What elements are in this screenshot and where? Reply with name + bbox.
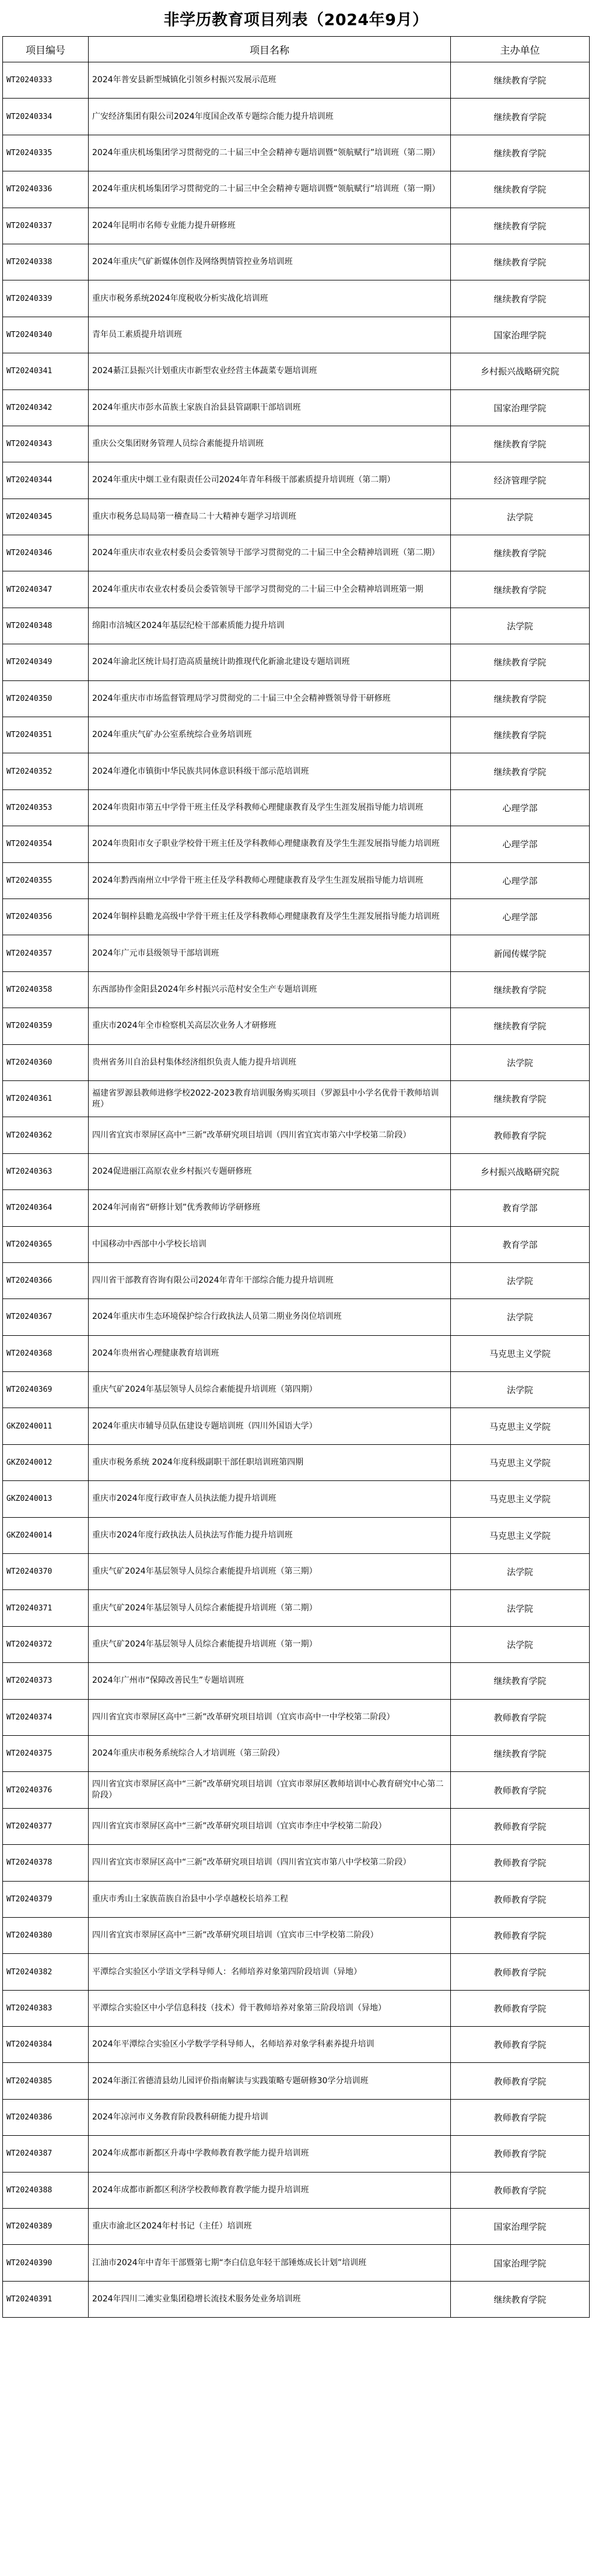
host-unit: 继续教育学院 <box>451 971 590 1008</box>
table-row <box>3 1117 590 1153</box>
project-name: 2024年成都市新都区升毒中学教师教育教学能力提升培训班 <box>89 2136 451 2172</box>
table-row <box>3 2027 590 2063</box>
project-name: 2024年广州市“保障改善民生”专题培训班 <box>89 1663 451 1699</box>
table-row <box>3 535 590 571</box>
table-row <box>3 1008 590 1044</box>
project-name: 2024年重庆气矿新媒体创作及网络舆情管控业务培训班 <box>89 244 451 280</box>
project-name: 重庆气矿2024年基层领导人员综合素能提升培训班（第三期） <box>89 1554 451 1590</box>
project-code: WT20240339 <box>3 280 89 317</box>
project-name: 重庆气矿2024年基层领导人员综合素能提升培训班（第二期） <box>89 1590 451 1626</box>
host-unit: 国家治理学院 <box>451 389 590 426</box>
table-row <box>3 571 590 608</box>
table-row <box>3 2281 590 2317</box>
host-unit: 继续教育学院 <box>451 171 590 208</box>
host-unit: 教师教育学院 <box>451 1881 590 1917</box>
project-name: 四川省宜宾市翠屏区高中“三新”改革研究项目培训（四川省宜宾市第八中学校第二阶段） <box>89 1845 451 1881</box>
table-row <box>3 1917 590 1953</box>
project-code: WT20240352 <box>3 753 89 789</box>
project-code: GKZ0240011 <box>3 1408 89 1444</box>
table-row <box>3 1153 590 1189</box>
project-name: 2024年贵阳市女子职业学校骨干班主任及学科教师心理健康教育及学生生涯发展指导能力培训班 <box>89 826 451 862</box>
project-name: 2024年铜梓县瞻龙高级中学骨干班主任及学科教师心理健康教育及学生生涯发展指导能力培训班 <box>89 899 451 935</box>
host-unit: 继续教育学院 <box>451 571 590 608</box>
project-name: 2024年普安县新型城镇化引领乡村振兴发展示范班 <box>89 62 451 99</box>
host-unit: 法学院 <box>451 1299 590 1335</box>
project-name: 青年员工素质提升培训班 <box>89 317 451 353</box>
table-row <box>3 717 590 753</box>
project-code: WT20240344 <box>3 462 89 499</box>
host-unit: 继续教育学院 <box>451 1663 590 1699</box>
project-name: 2024年浙江省德清县幼儿园评价指南解读与实践策略专题研修30学分培训班 <box>89 2063 451 2099</box>
project-name: 2024年重庆机场集团学习贯彻党的二十届三中全会精神专题培训暨“领航赋行”培训班（第二期） <box>89 135 451 171</box>
project-code: WT20240380 <box>3 1917 89 1953</box>
project-name: 重庆市2024年全市检察机关高层次业务人才研修班 <box>89 1008 451 1044</box>
project-name: 平潭综合实验区中小学信息科技（技术）骨干教师培养对象第三阶段培训（异地） <box>89 1990 451 2026</box>
host-unit: 心理学部 <box>451 789 590 826</box>
project-name: 2024年重庆气矿办公室系统综合业务培训班 <box>89 717 451 753</box>
project-name: 2024促进丽江高原农业乡村振兴专题研修班 <box>89 1153 451 1189</box>
project-code: WT20240374 <box>3 1699 89 1735</box>
project-code: WT20240365 <box>3 1226 89 1262</box>
project-code: WT20240334 <box>3 99 89 135</box>
host-unit: 马克思主义学院 <box>451 1444 590 1480</box>
host-unit: 法学院 <box>451 1626 590 1662</box>
project-code: WT20240348 <box>3 608 89 644</box>
project-code: WT20240370 <box>3 1554 89 1590</box>
project-name: 2024年重庆市农业农村委员会委管领导干部学习贯彻党的二十届三中全会精神培训班第一期 <box>89 571 451 608</box>
table-row <box>3 1262 590 1298</box>
project-code: WT20240343 <box>3 426 89 462</box>
host-unit: 教师教育学院 <box>451 1990 590 2026</box>
project-code: WT20240377 <box>3 1808 89 1844</box>
project-name: 中国移动中西部中小学校长培训 <box>89 1226 451 1262</box>
project-name: 2024年重庆中烟工业有限责任公司2024年青年科级干部素质提升培训班（第二期） <box>89 462 451 499</box>
host-unit: 继续教育学院 <box>451 135 590 171</box>
project-name: 2024年重庆市税务系统综合人才培训班（第三阶段） <box>89 1735 451 1771</box>
host-unit: 经济管理学院 <box>451 462 590 499</box>
table-row <box>3 1990 590 2026</box>
table-row <box>3 971 590 1008</box>
table-row <box>3 1299 590 1335</box>
project-code: WT20240346 <box>3 535 89 571</box>
project-name: 2024年广元市县级领导干部培训班 <box>89 935 451 971</box>
host-unit: 心理学部 <box>451 899 590 935</box>
host-unit: 教育学部 <box>451 1190 590 1226</box>
table-row <box>3 608 590 644</box>
project-name: 2024年遵化市镇街中华民族共同体意识科级干部示范培训班 <box>89 753 451 789</box>
table-row <box>3 644 590 680</box>
project-code: WT20240356 <box>3 899 89 935</box>
header-code: 项目编号 <box>3 37 89 62</box>
table-row <box>3 1699 590 1735</box>
project-name: 2024年重庆市生态环境保护综合行政执法人员第二期业务岗位培训班 <box>89 1299 451 1335</box>
project-name: 2024年重庆市市场监督管理局学习贯彻党的二十届三中全会精神暨领导骨干研修班 <box>89 680 451 717</box>
host-unit: 心理学部 <box>451 862 590 899</box>
host-unit: 乡村振兴战略研究院 <box>451 1153 590 1189</box>
project-name: 2024年四川二滩实业集团稳增长流技术服务处业务培训班 <box>89 2281 451 2317</box>
host-unit: 国家治理学院 <box>451 2245 590 2281</box>
table-row <box>3 753 590 789</box>
project-code: WT20240379 <box>3 1881 89 1917</box>
host-unit: 马克思主义学院 <box>451 1335 590 1371</box>
project-name: 2024年平潭综合实验区小学数学学科导师人，名师培养对象学科素养提升培训 <box>89 2027 451 2063</box>
project-name: 四川省干部教育咨询有限公司2024年青年干部综合能力提升培训班 <box>89 1262 451 1298</box>
table-header-row <box>3 37 590 62</box>
project-code: GKZ0240014 <box>3 1517 89 1553</box>
host-unit: 教师教育学院 <box>451 1808 590 1844</box>
host-unit: 马克思主义学院 <box>451 1517 590 1553</box>
table-row <box>3 935 590 971</box>
project-name: 重庆市渝北区2024年村书记（主任）培训班 <box>89 2209 451 2245</box>
header-unit: 主办单位 <box>451 37 590 62</box>
project-code: WT20240361 <box>3 1080 89 1117</box>
table-row <box>3 680 590 717</box>
project-code: WT20240354 <box>3 826 89 862</box>
host-unit: 教育学部 <box>451 1226 590 1262</box>
host-unit: 继续教育学院 <box>451 753 590 789</box>
project-code: WT20240385 <box>3 2063 89 2099</box>
project-name: 东西部协作金阳县2024年乡村振兴示范村安全生产专题培训班 <box>89 971 451 1008</box>
project-name: 2024年重庆市农业农村委员会委管领导干部学习贯彻党的二十届三中全会精神培训班（第二期） <box>89 535 451 571</box>
table-row <box>3 99 590 135</box>
project-name: 四川省宜宾市翠屏区高中“三新”改革研究项目培训（宜宾市李庄中学校第二阶段） <box>89 1808 451 1844</box>
project-code: WT20240340 <box>3 317 89 353</box>
project-code: WT20240373 <box>3 1663 89 1699</box>
project-name: 绵阳市涪城区2024年基层纪检干部素质能力提升培训 <box>89 608 451 644</box>
host-unit: 教师教育学院 <box>451 1772 590 1808</box>
project-name: 四川省宜宾市翠屏区高中“三新”改革研究项目培训（宜宾市翠屏区教师培训中心教育研究中心第二阶段） <box>89 1772 451 1808</box>
project-code: WT20240335 <box>3 135 89 171</box>
project-code: WT20240338 <box>3 244 89 280</box>
project-code: WT20240390 <box>3 2245 89 2281</box>
table-row <box>3 317 590 353</box>
project-name: 重庆公交集团财务管理人员综合素能提升培训班 <box>89 426 451 462</box>
host-unit: 法学院 <box>451 1044 590 1080</box>
project-name: 2024年河南省“研修计划”优秀教师访学研修班 <box>89 1190 451 1226</box>
host-unit: 马克思主义学院 <box>451 1481 590 1517</box>
project-code: WT20240367 <box>3 1299 89 1335</box>
project-code: GKZ0240013 <box>3 1481 89 1517</box>
table-row <box>3 462 590 499</box>
project-name: 2024年凉河市义务教育阶段教科研能力提升培训 <box>89 2099 451 2135</box>
table-row <box>3 826 590 862</box>
project-name: 四川省宜宾市翠屏区高中“三新”改革研究项目培训（宜宾市高中一中学校第二阶段） <box>89 1699 451 1735</box>
project-name: 四川省宜宾市翠屏区高中“三新”改革研究项目培训（宜宾市三中学校第二阶段） <box>89 1917 451 1953</box>
host-unit: 马克思主义学院 <box>451 1408 590 1444</box>
project-code: WT20240345 <box>3 499 89 535</box>
host-unit: 法学院 <box>451 608 590 644</box>
project-name: 贵州省务川自治县村集体经济组织负责人能力提升培训班 <box>89 1044 451 1080</box>
table-row <box>3 1554 590 1590</box>
table-row <box>3 2136 590 2172</box>
table-row <box>3 1226 590 1262</box>
project-name: 重庆市2024年度行政审查人员执法能力提升培训班 <box>89 1481 451 1517</box>
project-name: 重庆市秀山土家族苗族自治县中小学卓越校长培养工程 <box>89 1881 451 1917</box>
project-code: WT20240375 <box>3 1735 89 1771</box>
project-name: 重庆市税务系统 2024年度科级副职干部任职培训班第四期 <box>89 1444 451 1480</box>
project-code: WT20240349 <box>3 644 89 680</box>
table-row <box>3 389 590 426</box>
host-unit: 教师教育学院 <box>451 2063 590 2099</box>
project-code: WT20240347 <box>3 571 89 608</box>
host-unit: 继续教育学院 <box>451 2281 590 2317</box>
project-name: 2024年黔西南州立中学骨干班主任及学科教师心理健康教育及学生生涯发展指导能力培训班 <box>89 862 451 899</box>
host-unit: 继续教育学院 <box>451 208 590 244</box>
project-code: WT20240366 <box>3 1262 89 1298</box>
host-unit: 法学院 <box>451 1372 590 1408</box>
table-row <box>3 280 590 317</box>
project-name: 四川省宜宾市翠屏区高中“三新”改革研究项目培训（四川省宜宾市第六中学校第二阶段） <box>89 1117 451 1153</box>
project-code: WT20240386 <box>3 2099 89 2135</box>
host-unit: 教师教育学院 <box>451 2027 590 2063</box>
table-row <box>3 1626 590 1662</box>
host-unit: 心理学部 <box>451 826 590 862</box>
project-name: 重庆市税务总局局第一稽查局二十大精神专题学习培训班 <box>89 499 451 535</box>
table-row <box>3 1772 590 1808</box>
document-title: 非学历教育项目列表（2024年9月） <box>163 10 429 29</box>
host-unit: 教师教育学院 <box>451 2172 590 2208</box>
project-code: WT20240388 <box>3 2172 89 2208</box>
project-code: WT20240353 <box>3 789 89 826</box>
table-row <box>3 1881 590 1917</box>
project-name: 2024年贵阳市第五中学骨干班主任及学科教师心理健康教育及学生生涯发展指导能力培训班 <box>89 789 451 826</box>
project-name: 2024年重庆市彭水苗族土家族自治县县管副职干部培训班 <box>89 389 451 426</box>
host-unit: 教师教育学院 <box>451 1954 590 1990</box>
project-code: WT20240391 <box>3 2281 89 2317</box>
project-code: WT20240382 <box>3 1954 89 1990</box>
host-unit: 教师教育学院 <box>451 1117 590 1153</box>
host-unit: 继续教育学院 <box>451 535 590 571</box>
table-row <box>3 1663 590 1699</box>
project-code: WT20240364 <box>3 1190 89 1226</box>
project-name: 福建省罗源县教师进修学校2022-2023教育培训服务购买项目（罗源县中小学名优骨干教师培训班） <box>89 1080 451 1117</box>
table-row <box>3 1517 590 1553</box>
table-row <box>3 862 590 899</box>
host-unit: 新闻传媒学院 <box>451 935 590 971</box>
host-unit: 继续教育学院 <box>451 426 590 462</box>
table-row <box>3 1335 590 1371</box>
host-unit: 继续教育学院 <box>451 244 590 280</box>
table-body <box>3 62 590 2318</box>
host-unit: 教师教育学院 <box>451 1845 590 1881</box>
table-row <box>3 1444 590 1480</box>
project-code: WT20240368 <box>3 1335 89 1371</box>
project-code: WT20240389 <box>3 2209 89 2245</box>
project-name: 2024年昆明市名师专业能力提升研修班 <box>89 208 451 244</box>
table-row <box>3 353 590 389</box>
host-unit: 法学院 <box>451 1554 590 1590</box>
project-code: WT20240333 <box>3 62 89 99</box>
host-unit: 继续教育学院 <box>451 717 590 753</box>
host-unit: 教师教育学院 <box>451 1699 590 1735</box>
table-row <box>3 62 590 99</box>
project-code: WT20240383 <box>3 1990 89 2026</box>
host-unit: 继续教育学院 <box>451 1008 590 1044</box>
host-unit: 继续教育学院 <box>451 1080 590 1117</box>
table-row <box>3 1845 590 1881</box>
project-code: WT20240376 <box>3 1772 89 1808</box>
project-code: WT20240336 <box>3 171 89 208</box>
project-code: WT20240357 <box>3 935 89 971</box>
table-row <box>3 171 590 208</box>
project-code: WT20240350 <box>3 680 89 717</box>
host-unit: 国家治理学院 <box>451 317 590 353</box>
host-unit: 法学院 <box>451 1262 590 1298</box>
project-code: WT20240351 <box>3 717 89 753</box>
project-name: 2024年渝北区统计局打造高质量统计助推现代化新渝北建设专题培训班 <box>89 644 451 680</box>
host-unit: 继续教育学院 <box>451 280 590 317</box>
table-row <box>3 1735 590 1771</box>
project-code: WT20240363 <box>3 1153 89 1189</box>
project-name: 广安经济集团有限公司2024年度国企改革专题综合能力提升培训班 <box>89 99 451 135</box>
host-unit: 继续教育学院 <box>451 62 590 99</box>
project-code: WT20240384 <box>3 2027 89 2063</box>
host-unit: 教师教育学院 <box>451 1917 590 1953</box>
table-row <box>3 135 590 171</box>
project-code: WT20240362 <box>3 1117 89 1153</box>
project-name: 2024年重庆市辅导员队伍建设专题培训班（四川外国语大学） <box>89 1408 451 1444</box>
table-row <box>3 1044 590 1080</box>
project-code: WT20240378 <box>3 1845 89 1881</box>
project-name: 重庆气矿2024年基层领导人员综合素能提升培训班（第一期） <box>89 1626 451 1662</box>
table-row <box>3 2172 590 2208</box>
host-unit: 继续教育学院 <box>451 99 590 135</box>
host-unit: 继续教育学院 <box>451 644 590 680</box>
host-unit: 乡村振兴战略研究院 <box>451 353 590 389</box>
table-row <box>3 244 590 280</box>
project-name: 重庆气矿2024年基层领导人员综合素能提升培训班（第四期） <box>89 1372 451 1408</box>
table-row <box>3 2209 590 2245</box>
table-row <box>3 2063 590 2099</box>
project-name: 平潭综合实验区小学语文学科导师人：名师培养对象第四阶段培训（异地） <box>89 1954 451 1990</box>
project-code: WT20240360 <box>3 1044 89 1080</box>
table-row <box>3 426 590 462</box>
table-row <box>3 1808 590 1844</box>
table-row <box>3 499 590 535</box>
project-name: 重庆市税务系统2024年度税收分析实战化培训班 <box>89 280 451 317</box>
header-name: 项目名称 <box>89 37 451 62</box>
table-row <box>3 1590 590 1626</box>
project-name: 2024年重庆机场集团学习贯彻党的二十届三中全会精神专题培训暨“领航赋行”培训班（第一期） <box>89 171 451 208</box>
project-code: WT20240369 <box>3 1372 89 1408</box>
project-table <box>2 36 590 2318</box>
host-unit: 法学院 <box>451 1590 590 1626</box>
project-code: WT20240359 <box>3 1008 89 1044</box>
host-unit: 国家治理学院 <box>451 2209 590 2245</box>
project-code: WT20240341 <box>3 353 89 389</box>
table-row <box>3 1080 590 1117</box>
project-name: 江油市2024年中青年干部暨第七期“李白信息年轻干部锤炼成长计划”培训班 <box>89 2245 451 2281</box>
project-code: WT20240371 <box>3 1590 89 1626</box>
project-code: WT20240342 <box>3 389 89 426</box>
table-row <box>3 1190 590 1226</box>
table-row <box>3 1954 590 1990</box>
project-code: WT20240372 <box>3 1626 89 1662</box>
host-unit: 继续教育学院 <box>451 680 590 717</box>
host-unit: 法学院 <box>451 499 590 535</box>
table-row <box>3 2099 590 2135</box>
project-code: WT20240337 <box>3 208 89 244</box>
host-unit: 教师教育学院 <box>451 2099 590 2135</box>
table-row <box>3 1372 590 1408</box>
host-unit: 教师教育学院 <box>451 2136 590 2172</box>
table-row <box>3 789 590 826</box>
project-code: WT20240387 <box>3 2136 89 2172</box>
project-name: 2024年贵州省心理健康教育培训班 <box>89 1335 451 1371</box>
project-code: WT20240358 <box>3 971 89 1008</box>
table-row <box>3 1408 590 1444</box>
table-row <box>3 2245 590 2281</box>
project-code: WT20240355 <box>3 862 89 899</box>
project-name: 2024年成都市新都区利济学校教师教育教学能力提升培训班 <box>89 2172 451 2208</box>
table-row <box>3 208 590 244</box>
table-row <box>3 1481 590 1517</box>
host-unit: 继续教育学院 <box>451 1735 590 1771</box>
project-code: GKZ0240012 <box>3 1444 89 1480</box>
project-name: 重庆市2024年度行政执法人员执法写作能力提升培训班 <box>89 1517 451 1553</box>
table-row <box>3 899 590 935</box>
project-name: 2024綦江县振兴计划重庆市新型农业经营主体蔬菜专题培训班 <box>89 353 451 389</box>
